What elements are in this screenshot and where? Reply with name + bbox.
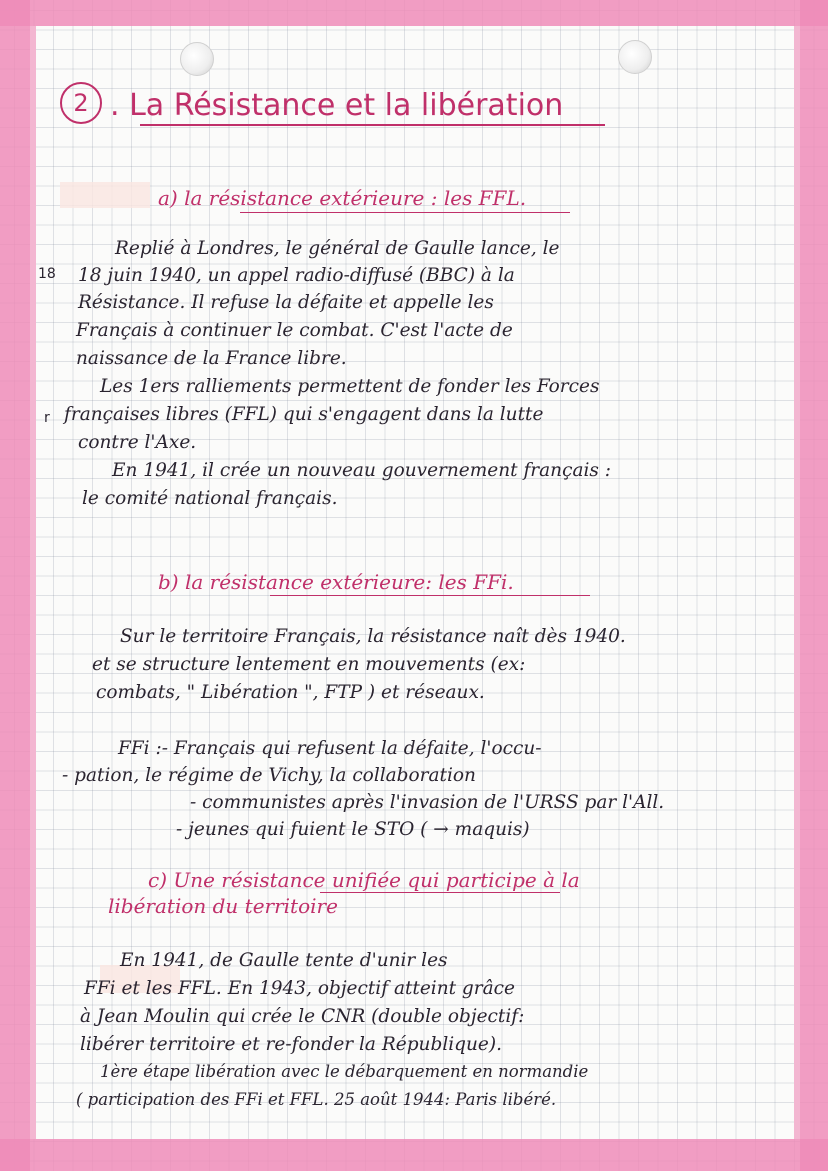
margin-mark: r [44, 410, 50, 426]
title-underline [140, 124, 605, 126]
text-line: 18 juin 1940, un appel radio-diffusé (BBC) à la [78, 265, 515, 286]
page-border-top [0, 0, 828, 26]
section-b-heading-underline [270, 595, 590, 596]
text-line: naissance de la France libre. [76, 348, 347, 369]
ffi-line: - communistes après l'invasion de l'URSS par l'All. [190, 792, 665, 813]
section-a-heading: a) la résistance extérieure : les FFL. [158, 186, 527, 210]
binder-hole-right [618, 40, 652, 74]
title-number: 2 [60, 82, 102, 124]
section-a-heading-underline [240, 212, 570, 213]
text-line: Les 1ers ralliements permettent de fonder les Forces [100, 376, 600, 397]
page-border-inner-left [30, 26, 36, 1139]
ffi-line: FFi :- Français qui refusent la défaite, l'occu- [118, 738, 542, 759]
page-title: . La Résistance et la libération [110, 88, 564, 123]
ffi-line: - jeunes qui fuient le STO ( → maquis) [176, 819, 530, 840]
text-line: et se structure lentement en mouvements (ex: [92, 654, 526, 675]
text-line: combats, " Libération ", FTP ) et réseaux. [96, 682, 485, 703]
section-c-heading-line1: c) Une résistance unifiée qui participe à la [148, 868, 580, 892]
page-border-left [0, 0, 30, 1171]
margin-mark: 18 [38, 266, 56, 282]
text-line: le comité national français. [82, 488, 338, 509]
text-line: Sur le territoire Français, la résistance naît dès 1940. [120, 626, 626, 647]
text-line: Résistance. Il refuse la défaite et appelle les [78, 292, 494, 313]
ffi-line: - pation, le régime de Vichy, la collaboration [62, 765, 476, 786]
text-line: Français à continuer le combat. C'est l'acte de [76, 320, 513, 341]
section-c-heading-line2: libération du territoire [108, 894, 338, 918]
page-border-inner-right [794, 26, 800, 1139]
page-border-right [800, 0, 828, 1171]
text-line: En 1941, de Gaulle tente d'unir les [120, 950, 448, 971]
text-line: à Jean Moulin qui crée le CNR (double objectif: [80, 1006, 525, 1027]
text-line: En 1941, il crée un nouveau gouvernement français : [112, 460, 612, 481]
text-line: 1ère étape libération avec le débarquement en normandie [100, 1062, 589, 1081]
text-line: ( participation des FFi et FFL. 25 août 1944: Paris libéré. [76, 1090, 557, 1109]
highlight-mark [60, 182, 150, 208]
page-border-bottom [0, 1139, 828, 1171]
section-b-heading: b) la résistance extérieure: les FFi. [158, 570, 514, 594]
binder-hole-left [180, 42, 214, 76]
text-line: FFi et les FFL. En 1943, objectif atteint grâce [84, 978, 515, 999]
text-line: libérer territoire et re-fonder la République). [80, 1034, 502, 1055]
text-line: françaises libres (FFL) qui s'engagent dans la lutte [64, 404, 544, 425]
section-c-heading-underline [320, 892, 560, 893]
text-line: contre l'Axe. [78, 432, 197, 453]
text-line: Replié à Londres, le général de Gaulle lance, le [115, 238, 560, 259]
